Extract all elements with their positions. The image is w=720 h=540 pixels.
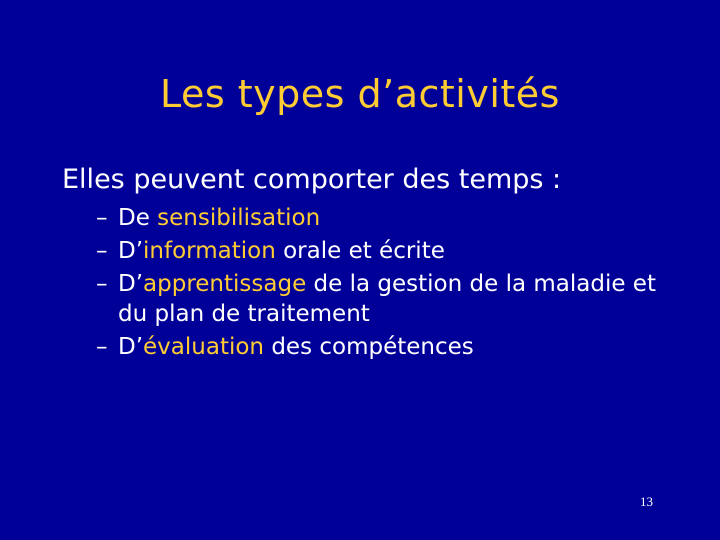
bullet-item-sensibilisation: [96, 203, 656, 233]
bullet-suffix: de la gestion de la maladie et du plan de traitement: [118, 271, 656, 327]
bullet-dash: –: [96, 238, 108, 264]
bullet-list: [96, 203, 656, 365]
bullet-prefix: D’: [118, 334, 144, 360]
bullet-keyword: apprentissage: [143, 271, 307, 297]
bullet-keyword: information: [143, 238, 276, 264]
bullet-dash: –: [96, 271, 108, 297]
page-number: 13: [640, 494, 653, 509]
intro-text: Elles peuvent comporter des temps :: [62, 164, 562, 195]
bullet-dash: –: [96, 334, 108, 360]
slide-title: Les types d’activités: [160, 72, 560, 116]
bullet-item-information: [96, 236, 656, 266]
bullet-dash: –: [96, 205, 108, 231]
bullet-keyword: évaluation: [143, 334, 265, 360]
bullet-prefix: De: [118, 205, 158, 231]
bullet-prefix: D’: [118, 271, 144, 297]
bullet-suffix: des compétences: [264, 334, 474, 360]
bullet-prefix: D’: [118, 238, 144, 264]
bullet-item-apprentissage: [96, 269, 656, 329]
bullet-keyword: sensibilisation: [157, 205, 321, 231]
bullet-item-evaluation: [96, 332, 656, 362]
bullet-suffix: orale et écrite: [275, 238, 445, 264]
